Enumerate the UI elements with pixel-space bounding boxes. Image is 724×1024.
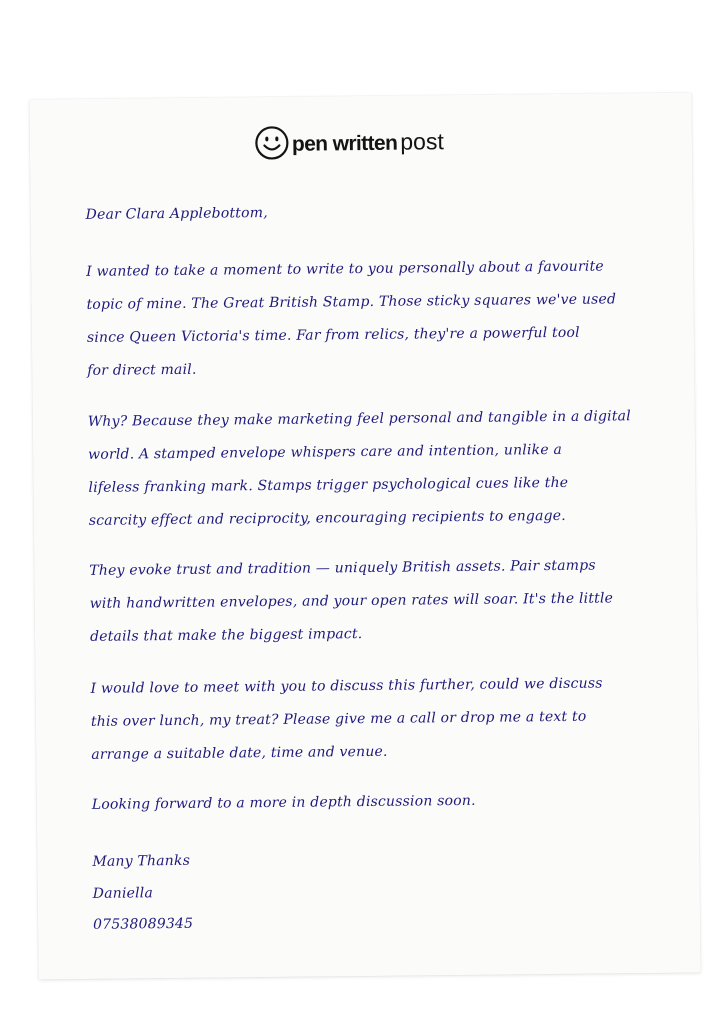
paragraph-5	[92, 785, 476, 822]
paragraph-line: arrange a suitable date, time and venue.	[91, 743, 388, 763]
signature-name: Daniella	[92, 885, 154, 902]
paragraph-line: Looking forward to a more in depth discussion soon.	[91, 792, 476, 813]
paragraph-line: Why? Because they make marketing feel personal and tangible in a digital	[87, 408, 631, 430]
paragraph-line: since Queen Victoria's time. Far from relics, they're a powerful tool	[86, 324, 580, 346]
paragraph-line: world. A stamped envelope whispers care and intention, unlike a	[88, 441, 563, 463]
signoff: Many Thanks	[92, 852, 191, 870]
smiley-face-icon	[254, 125, 290, 161]
brand-logo	[254, 121, 444, 163]
paragraph-2	[88, 400, 632, 538]
brand-logo-text: pen written post	[291, 127, 444, 156]
paragraph-line: scarcity effect and reciprocity, encouraging recipients to engage.	[88, 507, 566, 529]
letter-paper	[29, 93, 700, 980]
salutation: Dear Clara Applebottom,	[85, 205, 268, 223]
paragraph-1	[86, 250, 617, 388]
paragraph-3	[89, 549, 613, 653]
paragraph-line: I would love to meet with you to discuss this further, could we discuss	[90, 675, 603, 697]
paragraph-line: with handwritten envelopes, and your open rates will soar. It's the little	[89, 590, 614, 612]
paragraph-line: They evoke trust and tradition — uniquely British assets. Pair stamps	[89, 557, 596, 579]
paragraph-line: topic of mine. The Great British Stamp. Those sticky squares we've used	[86, 291, 617, 313]
paragraph-line: lifeless franking mark. Stamps trigger psychological cues like the	[88, 474, 569, 496]
phone-number: 07538089345	[92, 915, 194, 933]
paragraph-line: for direct mail.	[87, 361, 197, 379]
paragraph-4	[90, 668, 603, 772]
paragraph-line: this over lunch, my treat? Please give me a call or drop me a text to	[90, 708, 587, 730]
paragraph-line: details that make the biggest impact.	[89, 626, 363, 645]
paragraph-line: I wanted to take a moment to write to you personally about a favourite	[86, 258, 604, 280]
